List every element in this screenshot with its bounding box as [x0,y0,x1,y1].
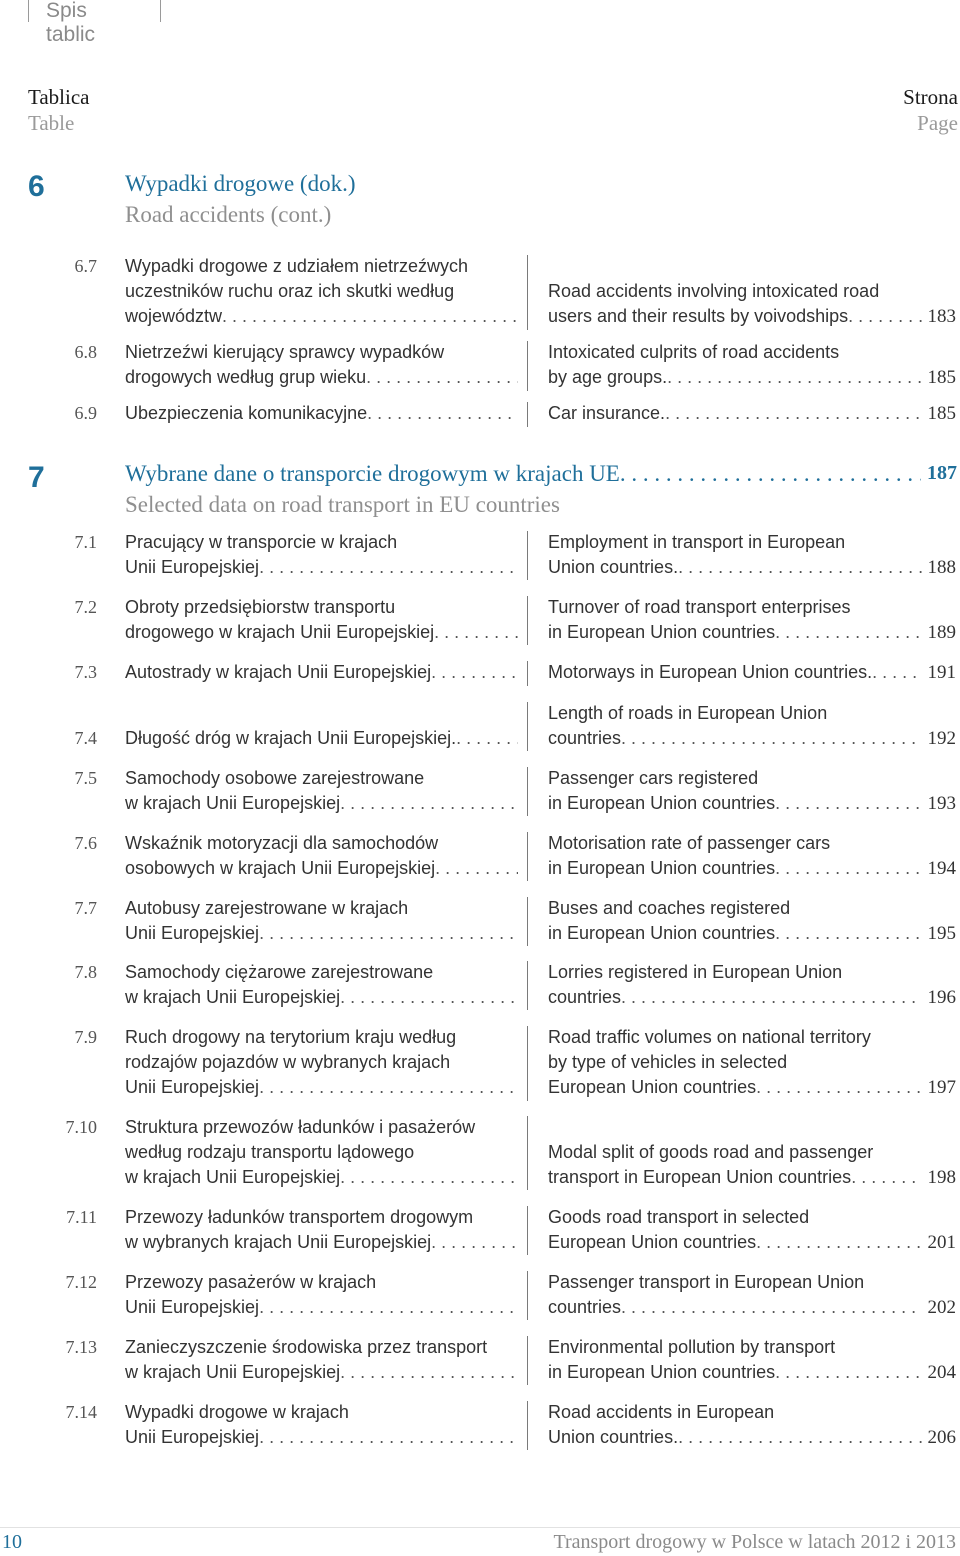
entry-title-pl-line [125,766,518,791]
entry-title-pl-line [125,1270,518,1295]
dot-leader [621,1295,921,1320]
entry-title-en-text: in European Union countries [548,923,776,943]
column-divider [527,596,528,645]
column-divider [527,1271,528,1320]
entry-title-en-line [548,304,956,329]
entry-title-en[interactable] [548,831,956,881]
entry-title-pl-text: w krajach Unii Europejskiej [125,793,341,813]
entry-title-pl-line [125,1050,518,1075]
entry-title-en-line [548,766,956,791]
column-divider [527,1116,528,1190]
dot-leader [366,365,518,390]
entry-page-number: 185 [927,403,956,424]
entry-title-pl-text: według rodzaju transportu lądowego [125,1142,415,1162]
entry-title-pl-line [125,985,518,1010]
entry-title-pl-text: uczestników ruchu oraz ich skutki według [125,281,455,301]
dot-leader [851,1165,921,1190]
column-divider [527,767,528,816]
entry-title-en[interactable] [548,1205,956,1255]
entry-number: 7.6 [74,833,97,853]
entry-title-pl-line [125,530,518,555]
entry-title-en-line [548,896,956,921]
entry-title-pl-line [125,960,518,985]
entry-title-pl[interactable] [125,401,518,426]
entry-title-en-text: Motorways in European Union countries. [548,662,873,682]
entry-title-en-text: Modal split of goods road and passenger [548,1142,874,1162]
entry-title-en-line [548,1295,956,1320]
entry-title-pl-text: Wskaźnik motoryzacji dla samochodów [125,833,439,853]
entry-title-en-text: Car insurance. [548,403,666,423]
entry-title-en[interactable] [548,279,956,329]
entry-title-pl-line [125,1425,518,1450]
entry-title-pl-line [125,401,518,426]
column-divider [527,1206,528,1255]
entry-title-pl-line [125,1230,518,1255]
entry-title-en[interactable] [548,701,956,751]
entry-title-en-line [548,365,956,390]
entry-number: 6.8 [74,342,97,362]
entry-title-pl[interactable] [125,595,518,645]
entry-title-pl[interactable] [125,340,518,390]
entry-number: 7.10 [65,1117,97,1137]
footer-rule [0,1527,960,1528]
dot-leader [775,620,921,645]
entry-title-pl-text: Autobusy zarejestrowane w krajach [125,898,409,918]
entry-title-en[interactable] [548,1025,956,1100]
entry-title-pl-line [125,791,518,816]
entry-title-en-line [548,726,956,751]
entry-title-pl-text: w wybranych krajach Unii Europejskiej [125,1232,432,1252]
entry-title-en-text: in European Union countries [548,793,776,813]
dot-leader [678,1425,921,1450]
entry-title-en-line [548,595,956,620]
entry-number: 7.2 [74,597,97,617]
entry-title-pl-line [125,279,518,304]
entry-title-pl-text: osobowych w krajach Unii Europejskiej [125,858,436,878]
entry-title-pl-line [125,856,518,881]
entry-title-en-line [548,1050,956,1075]
entry-title-pl-line [125,921,518,946]
entry-title-en-line [548,985,956,1010]
footer-page-number: 10 [2,1531,22,1553]
column-divider [527,341,528,391]
entry-number: 6.9 [74,403,97,423]
entry-title-en-text: Goods road transport in selected [548,1207,810,1227]
entry-title-en-line [548,701,956,726]
entry-title-en-text: by age groups. [548,367,668,387]
nav-divider [28,0,29,22]
nav-link-spis-tablic[interactable]: Spis tablic [46,0,96,46]
entry-title-en[interactable] [548,960,956,1010]
entry-title-pl-line [125,1295,518,1320]
entry-title-pl-text: Samochody osobowe zarejestrowane [125,768,425,788]
entry-title-en-line [548,1335,956,1360]
entry-title-pl[interactable] [125,1270,518,1320]
dot-leader [259,921,518,946]
entry-page-number: 189 [927,622,956,643]
entry-title-pl-line [125,1140,518,1165]
entry-title-en-text: Motorisation rate of passenger cars [548,833,831,853]
entry-title-en-line [548,921,956,946]
dot-leader [621,985,921,1010]
chapter-7-page: 187 [927,462,957,484]
entry-title-en-line [548,1140,956,1165]
entry-title-en-text: users and their results by voivodships [548,306,849,326]
entry-title-pl-line [125,595,518,620]
entry-title-en-text: countries [548,987,622,1007]
entry-title-pl-line [125,555,518,580]
entry-title-pl-text: Unii Europejskiej [125,923,260,943]
entry-page-number: 206 [927,1427,956,1448]
entry-title-pl-text: Obroty przedsiębiorstw transportu [125,597,396,617]
entry-title-pl[interactable] [125,1205,518,1255]
header-page-en: Page [917,111,958,135]
entry-title-en-text: Road accidents in European [548,1402,775,1422]
dot-leader [259,1425,518,1450]
entry-number: 7.7 [74,898,97,918]
dot-leader [367,401,518,426]
column-divider [527,1336,528,1385]
column-header-page [903,84,958,136]
entry-number: 6.7 [74,256,97,276]
entry-title-pl-line [125,1075,518,1100]
entry-title-en-line [548,555,956,580]
entry-page-number: 196 [927,987,956,1008]
chapter-7-number: 7 [28,461,45,494]
dot-leader [848,304,921,329]
dot-leader [340,791,518,816]
entry-title-en-text: countries [548,1297,622,1317]
entry-title-pl-text: Przewozy ładunków transportem drogowym [125,1207,474,1227]
entry-number: 7.5 [74,768,97,788]
entry-title-pl-line [125,1335,518,1360]
footer-publication-title: Transport drogowy w Polsce w latach 2012 i 2013 [553,1531,956,1553]
dot-leader [340,1165,518,1190]
entry-title-pl-text: Unii Europejskiej [125,1427,260,1447]
entry-title-en-text: Union countries. [548,1427,679,1447]
entry-title-en[interactable] [548,1335,956,1385]
dot-leader [775,791,921,816]
entry-title-en-text: by type of vehicles in selected [548,1052,788,1072]
entry-title-pl-text: Wypadki drogowe z udziałem nietrzeźwych [125,256,468,276]
entry-title-en[interactable] [548,766,956,816]
entry-title-pl-line [125,896,518,921]
entry-page-number: 191 [927,662,956,683]
entry-title-pl-text: Samochody ciężarowe zarejestrowane [125,962,434,982]
column-divider [527,1401,528,1450]
entry-page-number: 194 [927,858,956,879]
entry-title-pl-line [125,1115,518,1140]
entry-title-pl-line [125,304,518,329]
entry-title-en-text: European Union countries [548,1077,757,1097]
entry-title-en-text: Passenger cars registered [548,768,759,788]
entry-page-number: 195 [927,923,956,944]
entry-title-pl-text: Przewozy pasażerów w krajach [125,1272,377,1292]
header-page-pl: Strona [903,85,958,109]
entry-title-en-text: Union countries. [548,557,679,577]
entry-number: 7.12 [65,1272,97,1292]
dot-leader [259,555,518,580]
entry-title-en[interactable] [548,340,956,390]
entry-title-pl[interactable] [125,1400,518,1450]
entry-title-en-text: transport in European Union countries [548,1167,852,1187]
dot-leader [756,1075,921,1100]
chapter-7-title-pl: Wybrane dane o transporcie drogowym w krajach UE [125,461,620,486]
entry-title-pl[interactable] [125,831,518,881]
column-divider [527,255,528,330]
entry-title-pl[interactable] [125,1025,518,1100]
entry-title-en[interactable] [548,401,956,426]
header-table-en: Table [28,111,75,135]
entry-title-en[interactable] [548,1400,956,1450]
entry-title-pl-text: Długość dróg w krajach Unii Europejskiej. [125,728,457,748]
entry-title-en-line [548,1360,956,1385]
entry-title-pl[interactable] [125,960,518,1010]
entry-title-pl-text: Ruch drogowy na terytorium kraju według [125,1027,457,1047]
entry-page-number: 201 [927,1232,956,1253]
entry-title-pl-text: Unii Europejskiej [125,1077,260,1097]
entry-title-en-text: in European Union countries [548,858,776,878]
dot-leader [678,555,921,580]
entry-page-number: 185 [927,367,956,388]
entry-title-en-line [548,1025,956,1050]
entry-title-pl-text: Unii Europejskiej [125,557,260,577]
entry-title-en-line [548,791,956,816]
entry-title-en-line [548,1400,956,1425]
entry-page-number: 204 [927,1362,956,1383]
entry-title-pl-text: drogowego w krajach Unii Europejskiej [125,622,435,642]
entry-title-pl[interactable] [125,660,518,685]
entry-page-number: 198 [927,1167,956,1188]
entry-title-en-line [548,856,956,881]
entry-title-en-line [548,1230,956,1255]
entry-title-pl-line [125,620,518,645]
entry-title-pl[interactable] [125,766,518,816]
entry-title-en-text: countries [548,728,622,748]
entry-title-en-text: European Union countries [548,1232,757,1252]
entry-title-en-text: Road accidents involving intoxicated road [548,281,880,301]
dot-leader [665,401,921,426]
entry-title-en[interactable] [548,595,956,645]
dot-leader [431,1230,518,1255]
entry-title-pl-line [125,831,518,856]
dot-leader [222,304,518,329]
entry-number: 7.13 [65,1337,97,1357]
entry-title-pl-line [125,726,518,751]
entry-number: 7.11 [66,1207,97,1227]
entry-title-en-line [548,340,956,365]
entry-title-en-text: in European Union countries [548,622,776,642]
dot-leader [431,660,518,685]
entry-page-number: 188 [927,557,956,578]
entry-number: 7.1 [74,532,97,552]
entry-title-pl-text: Struktura przewozów ładunków i pasażerów [125,1117,476,1137]
entry-title-pl-line [125,1025,518,1050]
dot-leader [621,726,921,751]
entry-number: 7.14 [65,1402,97,1422]
entry-page-number: 197 [927,1077,956,1098]
dot-leader [775,1360,921,1385]
entry-title-pl[interactable] [125,254,518,329]
entry-title-pl-line [125,1205,518,1230]
chapter-6-title-en[interactable]: Road accidents (cont.) [125,202,332,227]
chapter-6-title [125,168,355,230]
entry-title-pl-text: Ubezpieczenia komunikacyjne [125,403,368,423]
entry-page-number: 202 [927,1297,956,1318]
dot-leader [259,1075,518,1100]
entry-title-pl-text: w krajach Unii Europejskiej [125,1362,341,1382]
column-divider [527,531,528,580]
entry-number: 7.9 [74,1027,97,1047]
column-divider [527,702,528,751]
entry-title-pl-text: rodzajów pojazdów w wybranych krajach [125,1052,451,1072]
chapter-6-number: 6 [28,170,45,203]
chapter-7-title-en: Selected data on road transport in EU countries [125,492,560,517]
entry-title-en-line [548,620,956,645]
column-header-table [28,84,90,136]
column-divider [527,402,528,427]
entry-title-en-text: Turnover of road transport enterprises [548,597,851,617]
entry-title-en[interactable] [548,896,956,946]
dot-leader [872,660,921,685]
entry-title-en-text: in European Union countries [548,1362,776,1382]
nav-divider [160,0,161,22]
column-divider [527,661,528,686]
dot-leader [667,365,921,390]
entry-number: 7.4 [74,728,97,748]
dot-leader [259,1295,518,1320]
entry-title-pl-text: Unii Europejskiej [125,1297,260,1317]
entry-title-en-line [548,530,956,555]
entry-title-en-text: Lorries registered in European Union [548,962,843,982]
entry-title-pl-text: województw [125,306,223,326]
entry-title-pl-text: w krajach Unii Europejskiej [125,1167,341,1187]
entry-title-pl[interactable] [125,530,518,580]
entry-title-pl-line [125,340,518,365]
entry-title-pl-line [125,1165,518,1190]
entry-title-en-text: Employment in transport in European [548,532,846,552]
entry-title-en-line [548,1270,956,1295]
entry-title-pl-line [125,254,518,279]
entry-title-en[interactable] [548,1140,956,1190]
entry-title-en-line [548,279,956,304]
entry-title-en-text: Buses and coaches registered [548,898,791,918]
entry-title-pl-text: w krajach Unii Europejskiej [125,987,341,1007]
entry-title-en-text: Intoxicated culprits of road accidents [548,342,840,362]
dot-leader [340,985,518,1010]
entry-title-en-text: Length of roads in European Union [548,703,828,723]
entry-title-pl-line [125,660,518,685]
chapter-6-title-pl[interactable]: Wypadki drogowe (dok.) [125,171,356,196]
entry-number: 7.3 [74,662,97,682]
header-table-pl: Tablica [28,85,90,109]
entry-title-pl[interactable] [125,1335,518,1385]
entry-title-en-text: Passenger transport in European Union [548,1272,865,1292]
dot-leader [775,856,921,881]
entry-number: 7.8 [74,962,97,982]
entry-title-pl-line [125,1360,518,1385]
entry-title-pl-text: Pracujący w transporcie w krajach [125,532,398,552]
entry-title-en[interactable] [548,530,956,580]
entry-page-number: 193 [927,793,956,814]
entry-page-number: 183 [927,306,956,327]
entry-title-pl[interactable] [125,726,518,751]
entry-title-pl-line [125,1400,518,1425]
entry-title-en-line [548,401,956,426]
column-divider [527,961,528,1010]
dot-leader [456,726,518,751]
entry-title-en-line [548,1205,956,1230]
entry-title-en-text: Environmental pollution by transport [548,1337,836,1357]
entry-title-en[interactable] [548,1270,956,1320]
entry-title-en-line [548,1425,956,1450]
entry-title-pl[interactable] [125,1115,518,1190]
column-divider [527,897,528,946]
entry-title-en-line [548,1165,956,1190]
entry-page-number: 192 [927,728,956,749]
entry-title-en-line [548,1075,956,1100]
dot-leader [775,921,921,946]
dot-leader [435,856,518,881]
entry-title-pl[interactable] [125,896,518,946]
dot-leader [756,1230,921,1255]
entry-title-pl-text: Wypadki drogowe w krajach [125,1402,349,1422]
entry-title-pl-text: Zanieczyszczenie środowiska przez transport [125,1337,488,1357]
entry-title-en-line [548,960,956,985]
column-divider [527,832,528,881]
entry-title-pl-line [125,365,518,390]
entry-title-en-line [548,831,956,856]
entry-title-pl-text: Autostrady w krajach Unii Europejskiej [125,662,432,682]
entry-title-en-line [548,660,956,685]
dot-leader [434,620,518,645]
dot-leader [340,1360,518,1385]
entry-title-pl-text: drogowych według grup wieku [125,367,367,387]
entry-title-pl-text: Nietrzeźwi kierujący sprawcy wypadków [125,342,445,362]
chapter-7-title[interactable] [125,458,957,520]
column-divider [527,1026,528,1101]
entry-title-en[interactable] [548,660,956,685]
entry-title-en-text: Road traffic volumes on national territory [548,1027,871,1047]
